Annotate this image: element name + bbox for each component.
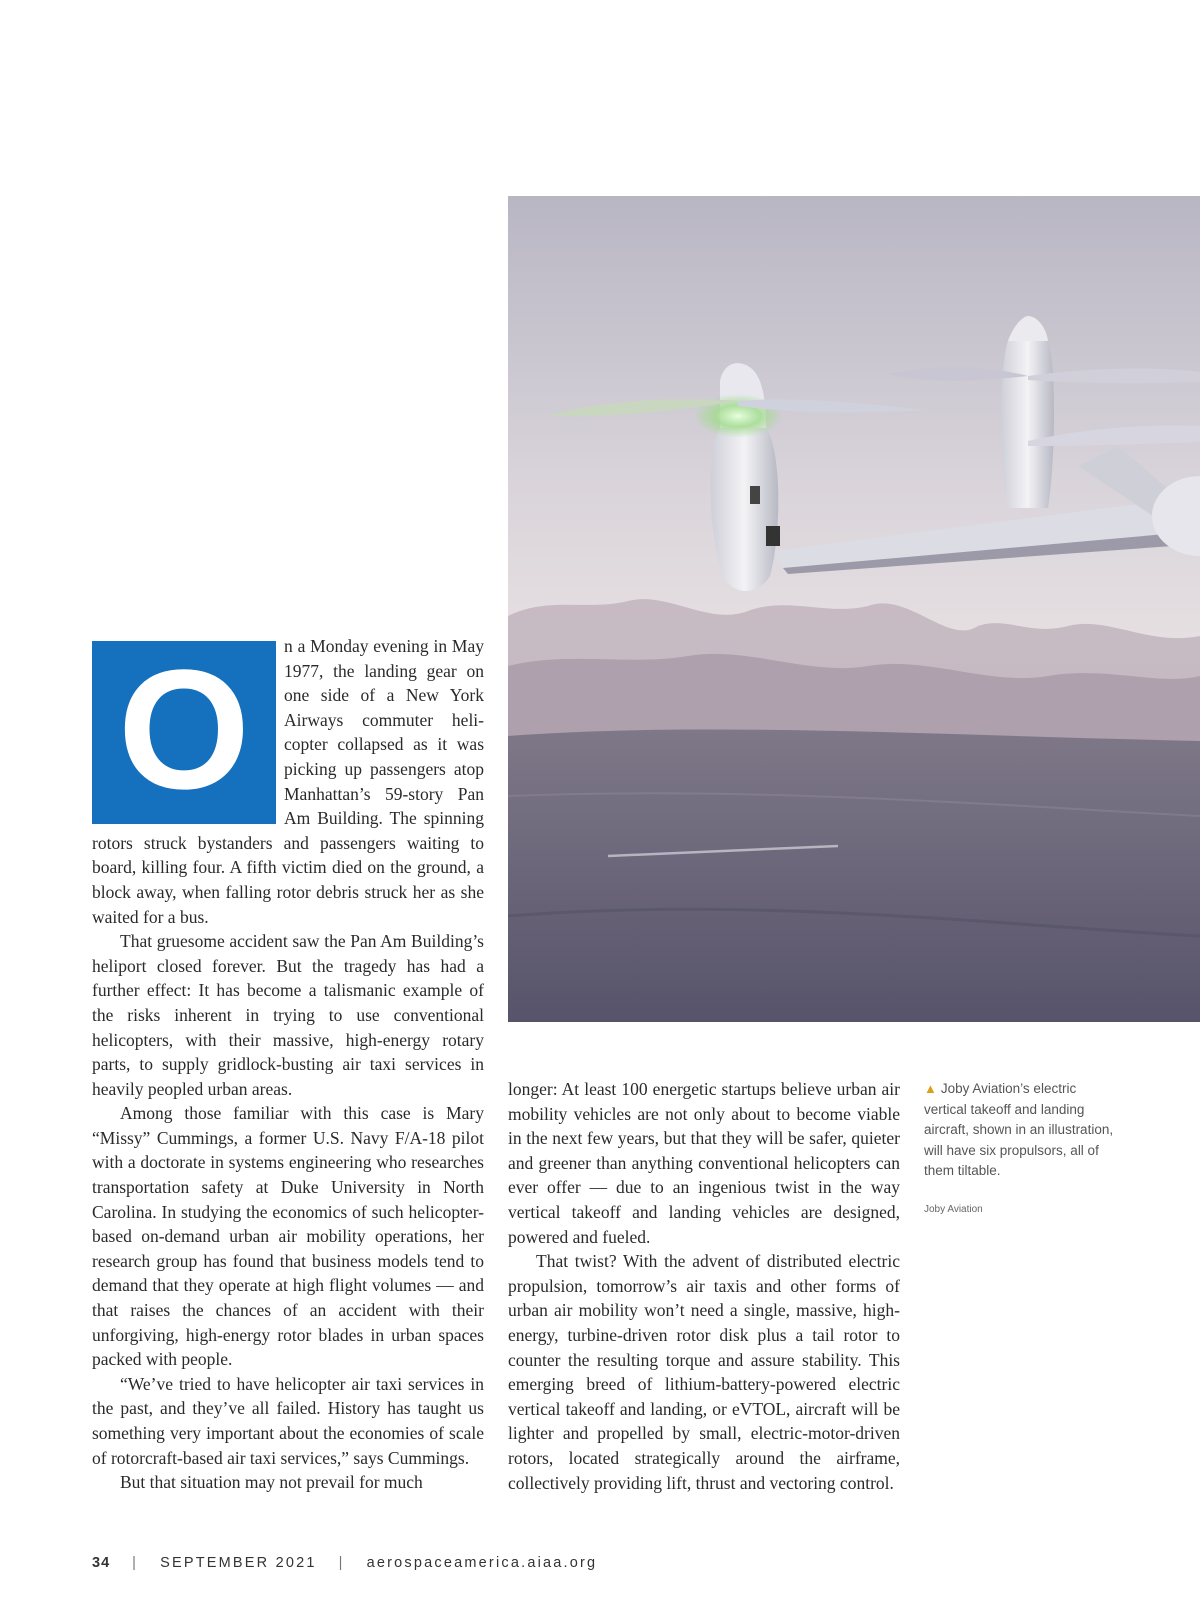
paragraph: n a Monday evening in May 1977, the landing gear on one side of a New York Airways commuter helicopter collapsed as it was picking up passengers atop Manhattan’s 59-story Pan Am Building. The spinning rotors struck bystanders and passengers waiting to board, killing four. A fifth victim died on the ground, a block away, when falling rotor debris struck her as she waited for a bus. bbox=[92, 636, 484, 927]
paragraph: “We’ve tried to have helicopter air taxi services in the past, and they’ve all failed. History has taught us something very important about the economies of scale of rotorcraft-based air taxi services,” says Cummings. bbox=[92, 1373, 484, 1468]
issue-date: SEPTEMBER 2021 bbox=[160, 1555, 317, 1571]
footer-separator: | bbox=[132, 1555, 139, 1571]
photo-credit: Joby Aviation bbox=[924, 1204, 983, 1215]
aircraft-photo bbox=[508, 196, 1200, 1022]
dropcap-letter: O bbox=[117, 634, 251, 825]
paragraph: That twist? With the advent of distributed electric propulsion, tomorrow’s air taxis and other forms of urban air mobility won’t need a single, massive, high-energy, turbine-driven rotor disk plus a tail rotor to counter the resulting torque and assure stability. This emerging breed of lithium-battery-powered electric vertical takeoff and landing, or eVTOL, aircraft will be lighter and propelled by small, electric-motor-driven rotors, located strategically around the airframe, collectively providing lift, thrust and vectoring control. bbox=[508, 1251, 900, 1493]
paragraph: But that situation may not prevail for much bbox=[120, 1472, 423, 1493]
dropcap-spacer bbox=[92, 634, 284, 825]
caption-text: Joby Aviation’s electric vertical takeoff and landing aircraft, shown in an illustration, will have six propulsors, all of them tiltable. bbox=[924, 1081, 1114, 1179]
paragraph: Among those familiar with this case is Mary “Missy” Cummings, a former U.S. Navy F/A-18 pilot with a doctorate in systems engineering who researches transportation safety at Duke University in North Carolina. In studying the economics of such helicopter-based on-demand urban air mobility operations, her research group has found that business models tend to demand that they operate at high flight volumes — and that raises the chances of an accident with their unforgiving, high-energy rotor blades in urban spaces packed with people. bbox=[92, 1103, 484, 1370]
paragraph: longer: At least 100 energetic startups believe urban air mobility vehicles are not only about to become viable in the next few years, but that they will be safer, quieter and greener than anything conventional helicopters can ever offer — due to an ingenious twist in the way vertical takeoff and landing vehicles are designed, powered and fueled. bbox=[508, 1079, 900, 1247]
article-column-2 bbox=[508, 1077, 900, 1495]
triangle-marker-icon: ▲ bbox=[924, 1081, 937, 1096]
footer-separator: | bbox=[338, 1555, 345, 1571]
page-footer bbox=[92, 1552, 597, 1574]
photo-caption bbox=[924, 1079, 1120, 1182]
page-number: 34 bbox=[92, 1555, 111, 1571]
article-column-1 bbox=[92, 634, 484, 1495]
paragraph: That gruesome accident saw the Pan Am Building’s heliport closed forever. But the tragedy has had a further effect: It has become a talismanic example of the risks inherent in trying to use conventional helicopters, with their massive, high-energy rotary parts, to supply gridlock-busting air taxi services in heavily peopled urban areas. bbox=[92, 931, 484, 1099]
evtol-illustration bbox=[508, 196, 1200, 1022]
website-url: aerospaceamerica.aiaa.org bbox=[366, 1555, 598, 1571]
